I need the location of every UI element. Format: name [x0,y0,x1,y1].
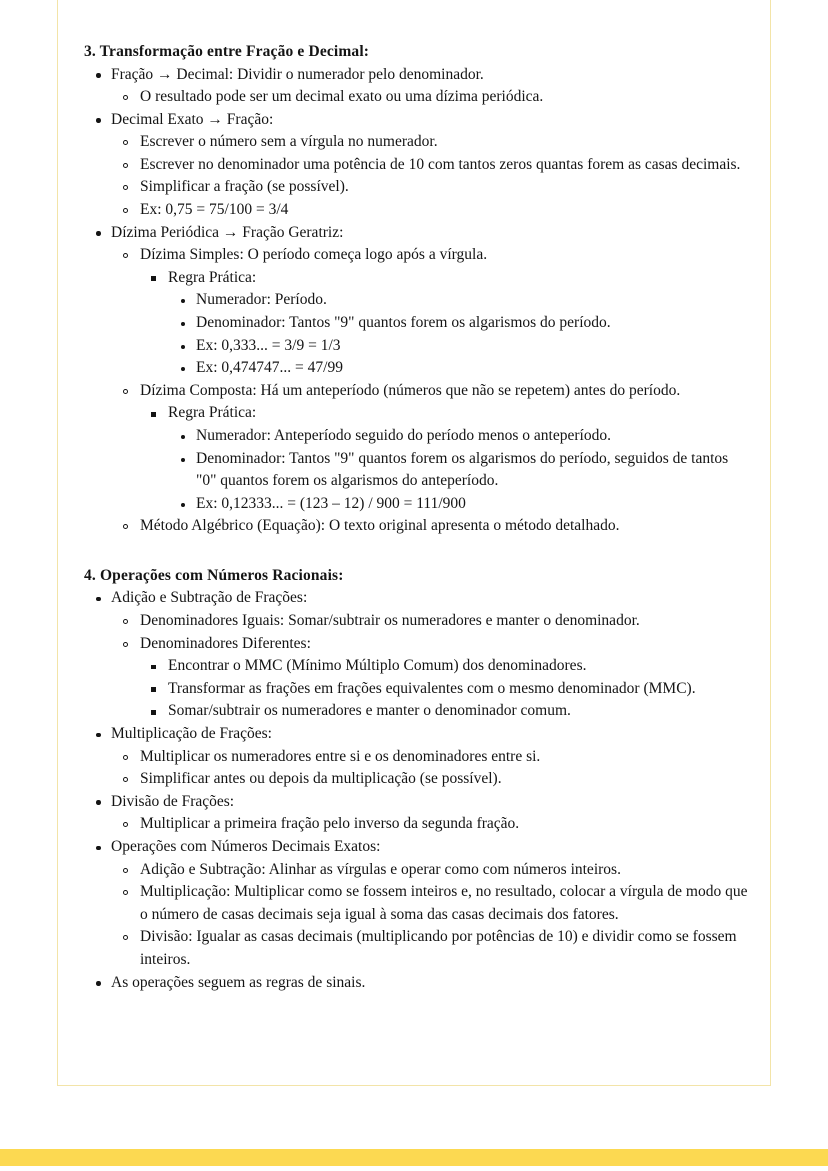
list-item [112,926,748,971]
list-item-text: Encontrar o MMC (Mínimo Múltiplo Comum) dos denominadores. [168,657,587,675]
document-body [84,41,748,994]
list-item-text: Multiplicação: Multiplicar como se fossem inteiros e, no resultado, colocar a vírgula de modo que o número de casas decimais seja igual à soma das casas decimais dos fatores. [140,883,748,923]
list-item [84,587,748,723]
list-item-text: Escrever no denominador uma potência de 10 com tantos zeros quantas forem as casas decimais. [140,155,741,173]
outline-list-level-2 [111,244,748,538]
list-item [140,700,748,723]
list-item-text: Divisão: Igualar as casas decimais (multiplicando por potências de 10) e dividir como se fossem inteiros. [140,928,737,968]
list-item [112,746,748,769]
document-section [84,565,748,994]
list-item-text: Regra Prática: [168,268,257,286]
list-item [112,176,748,199]
outline-list-level-3 [140,655,748,723]
list-item-text: Adição e Subtração de Frações: [111,589,308,607]
list-item-text: Transformar as frações em frações equivalentes com o mesmo denominador (MMC). [168,679,696,697]
list-item-text: Numerador: Período. [196,291,327,309]
list-item [112,633,748,723]
list-item [112,859,748,882]
list-item [84,64,748,109]
outline-list-level-4 [168,289,748,379]
list-item [112,768,748,791]
list-item-text: Decimal Exato → Fração: [111,110,274,128]
outline-list-level-1 [84,64,748,538]
list-item-text: Escrever o número sem a vírgula no numerador. [140,133,438,151]
list-item [169,425,748,448]
list-item [112,154,748,177]
list-item [112,199,748,222]
outline-list-level-2 [111,86,748,109]
list-item [112,813,748,836]
outline-list-level-2 [111,610,748,723]
list-item [84,222,748,538]
list-item-text: Denominadores Iguais: Somar/subtrair os numeradores e manter o denominador. [140,612,640,630]
list-item-text: Somar/subtrair os numeradores e manter o denominador comum. [168,702,571,720]
outline-list-level-4 [168,425,748,515]
outline-list-level-3 [140,402,748,515]
list-item [169,289,748,312]
list-item [112,131,748,154]
list-item-text: Multiplicar os numeradores entre si e os denominadores entre si. [140,747,541,765]
list-item [112,86,748,109]
list-item-text: Operações com Números Decimais Exatos: [111,838,381,855]
list-item-text: Simplificar antes ou depois da multiplicação (se possível). [140,770,502,788]
list-item [84,723,748,791]
outline-list-level-2 [111,813,748,836]
list-item-text: Multiplicar a primeira fração pelo inverso da segunda fração. [140,815,520,833]
list-item [140,655,748,678]
list-item [112,881,748,926]
list-item [112,515,748,538]
list-item [84,836,748,972]
list-item-text: Denominador: Tantos "9" quantos forem os algarismos do período. [196,314,611,332]
list-item [140,678,748,701]
outline-list-level-3 [140,267,748,380]
list-item-text: Dízima Composta: Há um anteperíodo (números que não se repetem) antes do período. [140,381,681,399]
list-item-text: Ex: 0,75 = 75/100 = 3/4 [140,201,289,219]
list-item [112,244,748,380]
list-item-text: Regra Prática: [168,404,257,422]
list-item [169,357,748,380]
list-item [169,493,748,516]
list-item [169,448,748,493]
list-item [169,335,748,358]
list-item-text: Adição e Subtração: Alinhar as vírgulas e operar como com números inteiros. [140,860,621,878]
list-item [112,610,748,633]
outline-list-level-2 [111,859,748,972]
list-item-text: Ex: 0,12333... = (123 – 12) / 900 = 111/900 [196,494,466,512]
list-item-text: Simplificar a fração (se possível). [140,178,349,196]
list-item-text: Denominador: Tantos "9" quantos forem os algarismos do período, seguidos de tantos "0" quantos forem os algarismos do anteperíodo. [196,449,729,490]
list-item-text: O resultado pode ser um decimal exato ou uma dízima periódica. [140,88,544,106]
list-item-text: Numerador: Anteperíodo seguido do período menos o anteperíodo. [196,427,611,444]
list-item-text: Ex: 0,474747... = 47/99 [196,359,343,377]
section-heading: 4. Operações com Números Racionais: [84,566,344,584]
list-item [112,380,748,516]
list-item-text: Ex: 0,333... = 3/9 = 1/3 [196,336,341,354]
section-heading: 3. Transformação entre Fração e Decimal: [84,43,370,60]
document-section [84,41,748,538]
list-item [140,402,748,515]
list-item-text: Multiplicação de Frações: [111,725,272,743]
list-item-text: Dízima Simples: O período começa logo após a vírgula. [140,246,488,264]
list-item-text: Divisão de Frações: [111,792,235,810]
list-item [140,267,748,380]
list-item [84,972,748,995]
list-item-text: Fração → Decimal: Dividir o numerador pelo denominador. [111,65,484,83]
list-item-text: Denominadores Diferentes: [140,634,311,652]
outline-list-level-2 [111,746,748,791]
footer-color-band [0,1149,828,1166]
list-item [84,791,748,836]
list-item [169,312,748,335]
outline-list-level-2 [111,131,748,221]
list-item-text: As operações seguem as regras de sinais. [111,973,366,991]
list-item-text: Dízima Periódica → Fração Geratriz: [111,223,344,241]
outline-list-level-1 [84,587,748,994]
list-item-text: Método Algébrico (Equação): O texto original apresenta o método detalhado. [140,517,620,535]
list-item [84,109,748,222]
